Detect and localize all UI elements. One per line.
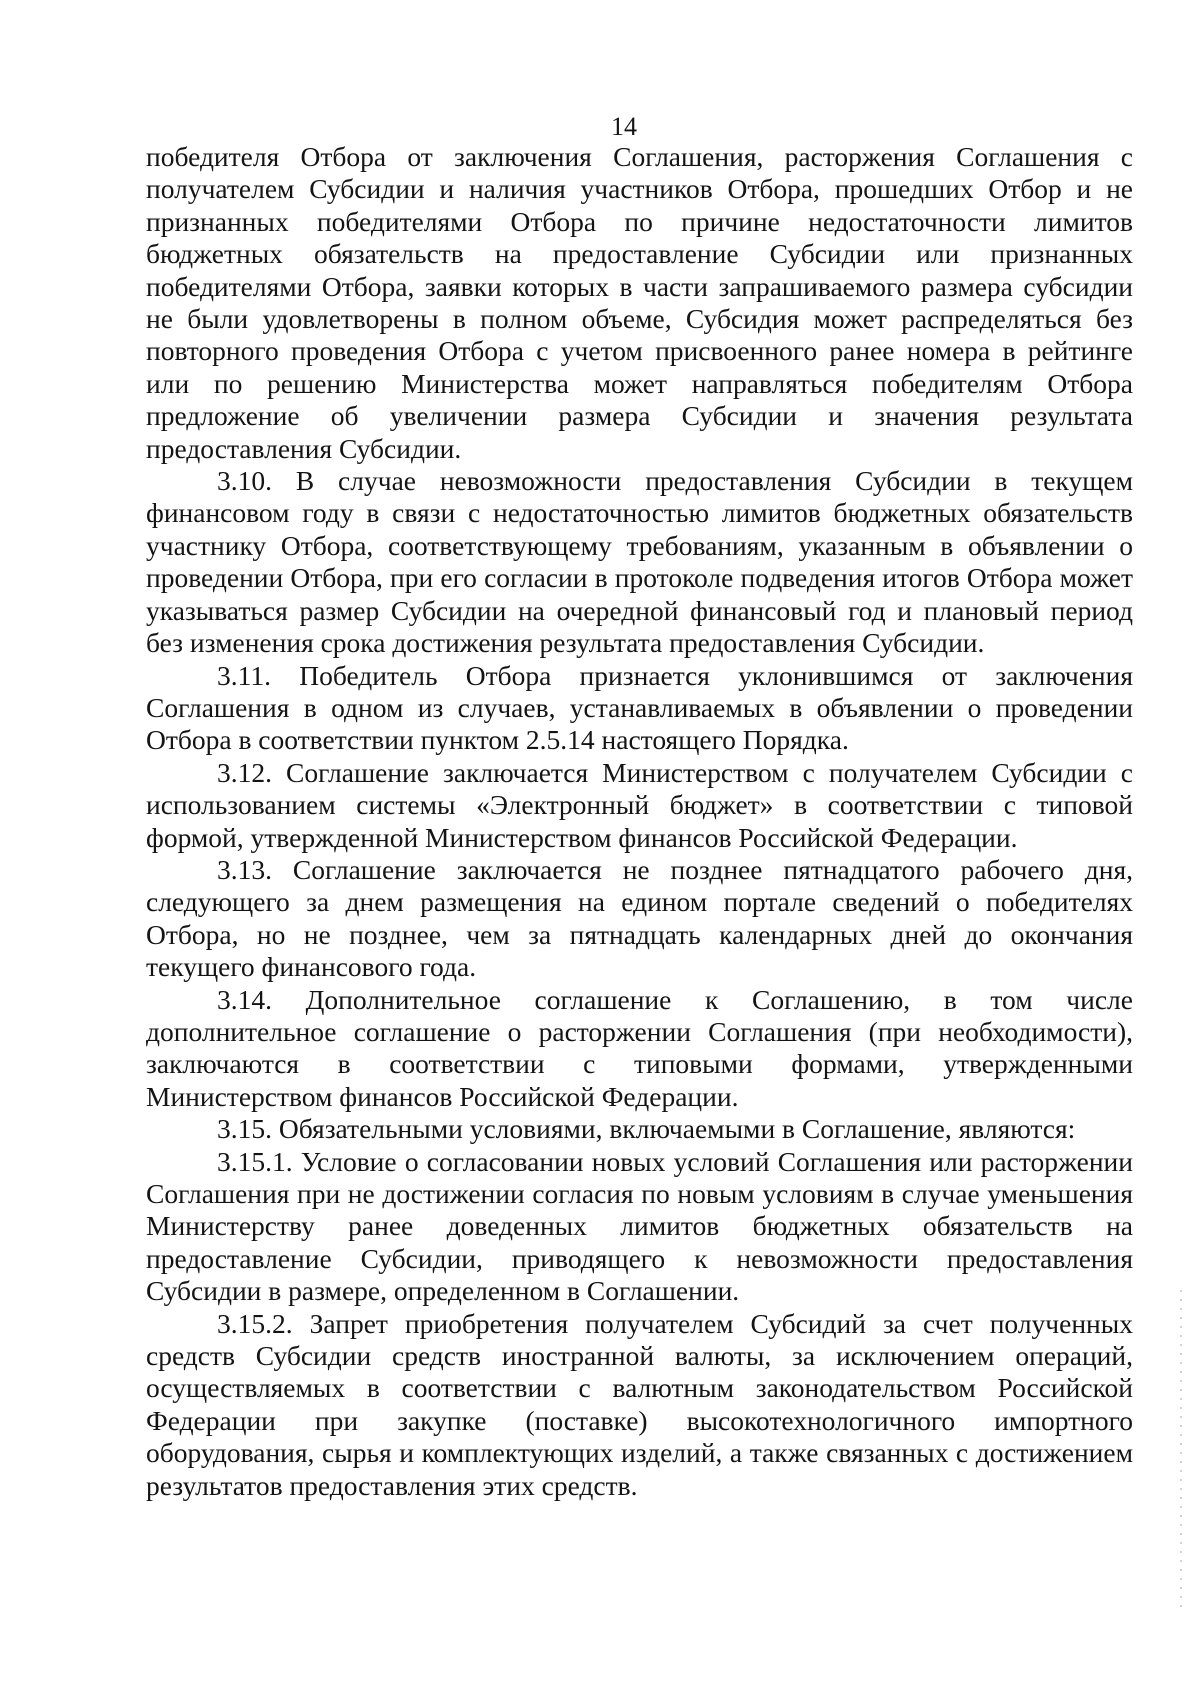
paragraph-3-11: 3.11. Победитель Отбора признается уклонившимся от заключения Соглашения в одном из случаев, устанавливаемых в объявлении о проведении Отбора в соответствии пунктом 2.5.14 настоящего Порядка.: [146, 659, 1133, 756]
paragraph-3-15-2: 3.15.2. Запрет приобретения получателем Субсидий за счет полученных средств Субсидии средств иностранной валюты, за исключением операций, осуществляемых в соответствии с валютным законодательством Российской Федерации при закупке (поставке) высокотехнологичного импортного оборудования, сырья и комплектующих изделий, а также связанных с достижением результатов предоставления этих средств.: [146, 1307, 1133, 1501]
paragraph-3-15-1: 3.15.1. Условие о согласовании новых условий Соглашения или расторжении Соглашения при не достижении согласия по новым условиям в случае уменьшения Министерству ранее доведенных лимитов бюджетных обязательств на предоставление Субсидии, приводящего к невозможности предоставления Субсидии в размере, определенном в Соглашении.: [146, 1145, 1133, 1307]
paragraph-3-14: 3.14. Дополнительное соглашение к Соглашению, в том числе дополнительное соглашение о расторжении Соглашения (при необходимости), заключаются в соответствии с типовыми формами, утвержденными Министерством финансов Российской Федерации.: [146, 983, 1133, 1112]
scan-artifact: [1180, 1290, 1182, 1610]
paragraph-3-10: 3.10. В случае невозможности предоставления Субсидии в текущем финансовом году в связи с недостаточностью лимитов бюджетных обязательств участнику Отбора, соответствующему требованиям, указанным в объявлении о проведении Отбора, при его согласии в протоколе подведения итогов Отбора может указываться размер Субсидии на очередной финансовый год и плановый период без изменения срока достижения результата предоставления Субсидии.: [146, 465, 1133, 659]
document-body: [146, 141, 1133, 1502]
paragraph-3-15: 3.15. Обязательными условиями, включаемыми в Соглашение, являются:: [217, 1113, 1076, 1145]
page-number: 14: [611, 112, 637, 141]
paragraph-3-13: 3.13. Соглашение заключается не позднее пятнадцатого рабочего дня, следующего за днем размещения на едином портале сведений о победителях Отбора, но не позднее, чем за пятнадцать календарных дней до окончания текущего финансового года.: [146, 853, 1133, 983]
paragraph-continuation: победителя Отбора от заключения Соглашения, расторжения Соглашения с получателем Субсидии и наличия участников Отбора, прошедших Отбор и не признанных победителями Отбора по причине недостаточности лимитов бюджетных обязательств на предоставление Субсидии или признанных победителями Отбора, заявки которых в части запрашиваемого размера субсидии не были удовлетворены в полном объеме, Субсидия может распределяться без повторного проведения Отбора с учетом присвоенного ранее номера в рейтинге или по решению Министерства может направляться победителям Отбора предложение об увеличении размера Субсидии и значения результата предоставления Субсидии.: [146, 141, 1133, 464]
paragraph-3-12: 3.12. Соглашение заключается Министерством с получателем Субсидии с использованием системы «Электронный бюджет» в соответствии с типовой формой, утвержденной Министерством финансов Российской Федерации.: [146, 756, 1133, 853]
